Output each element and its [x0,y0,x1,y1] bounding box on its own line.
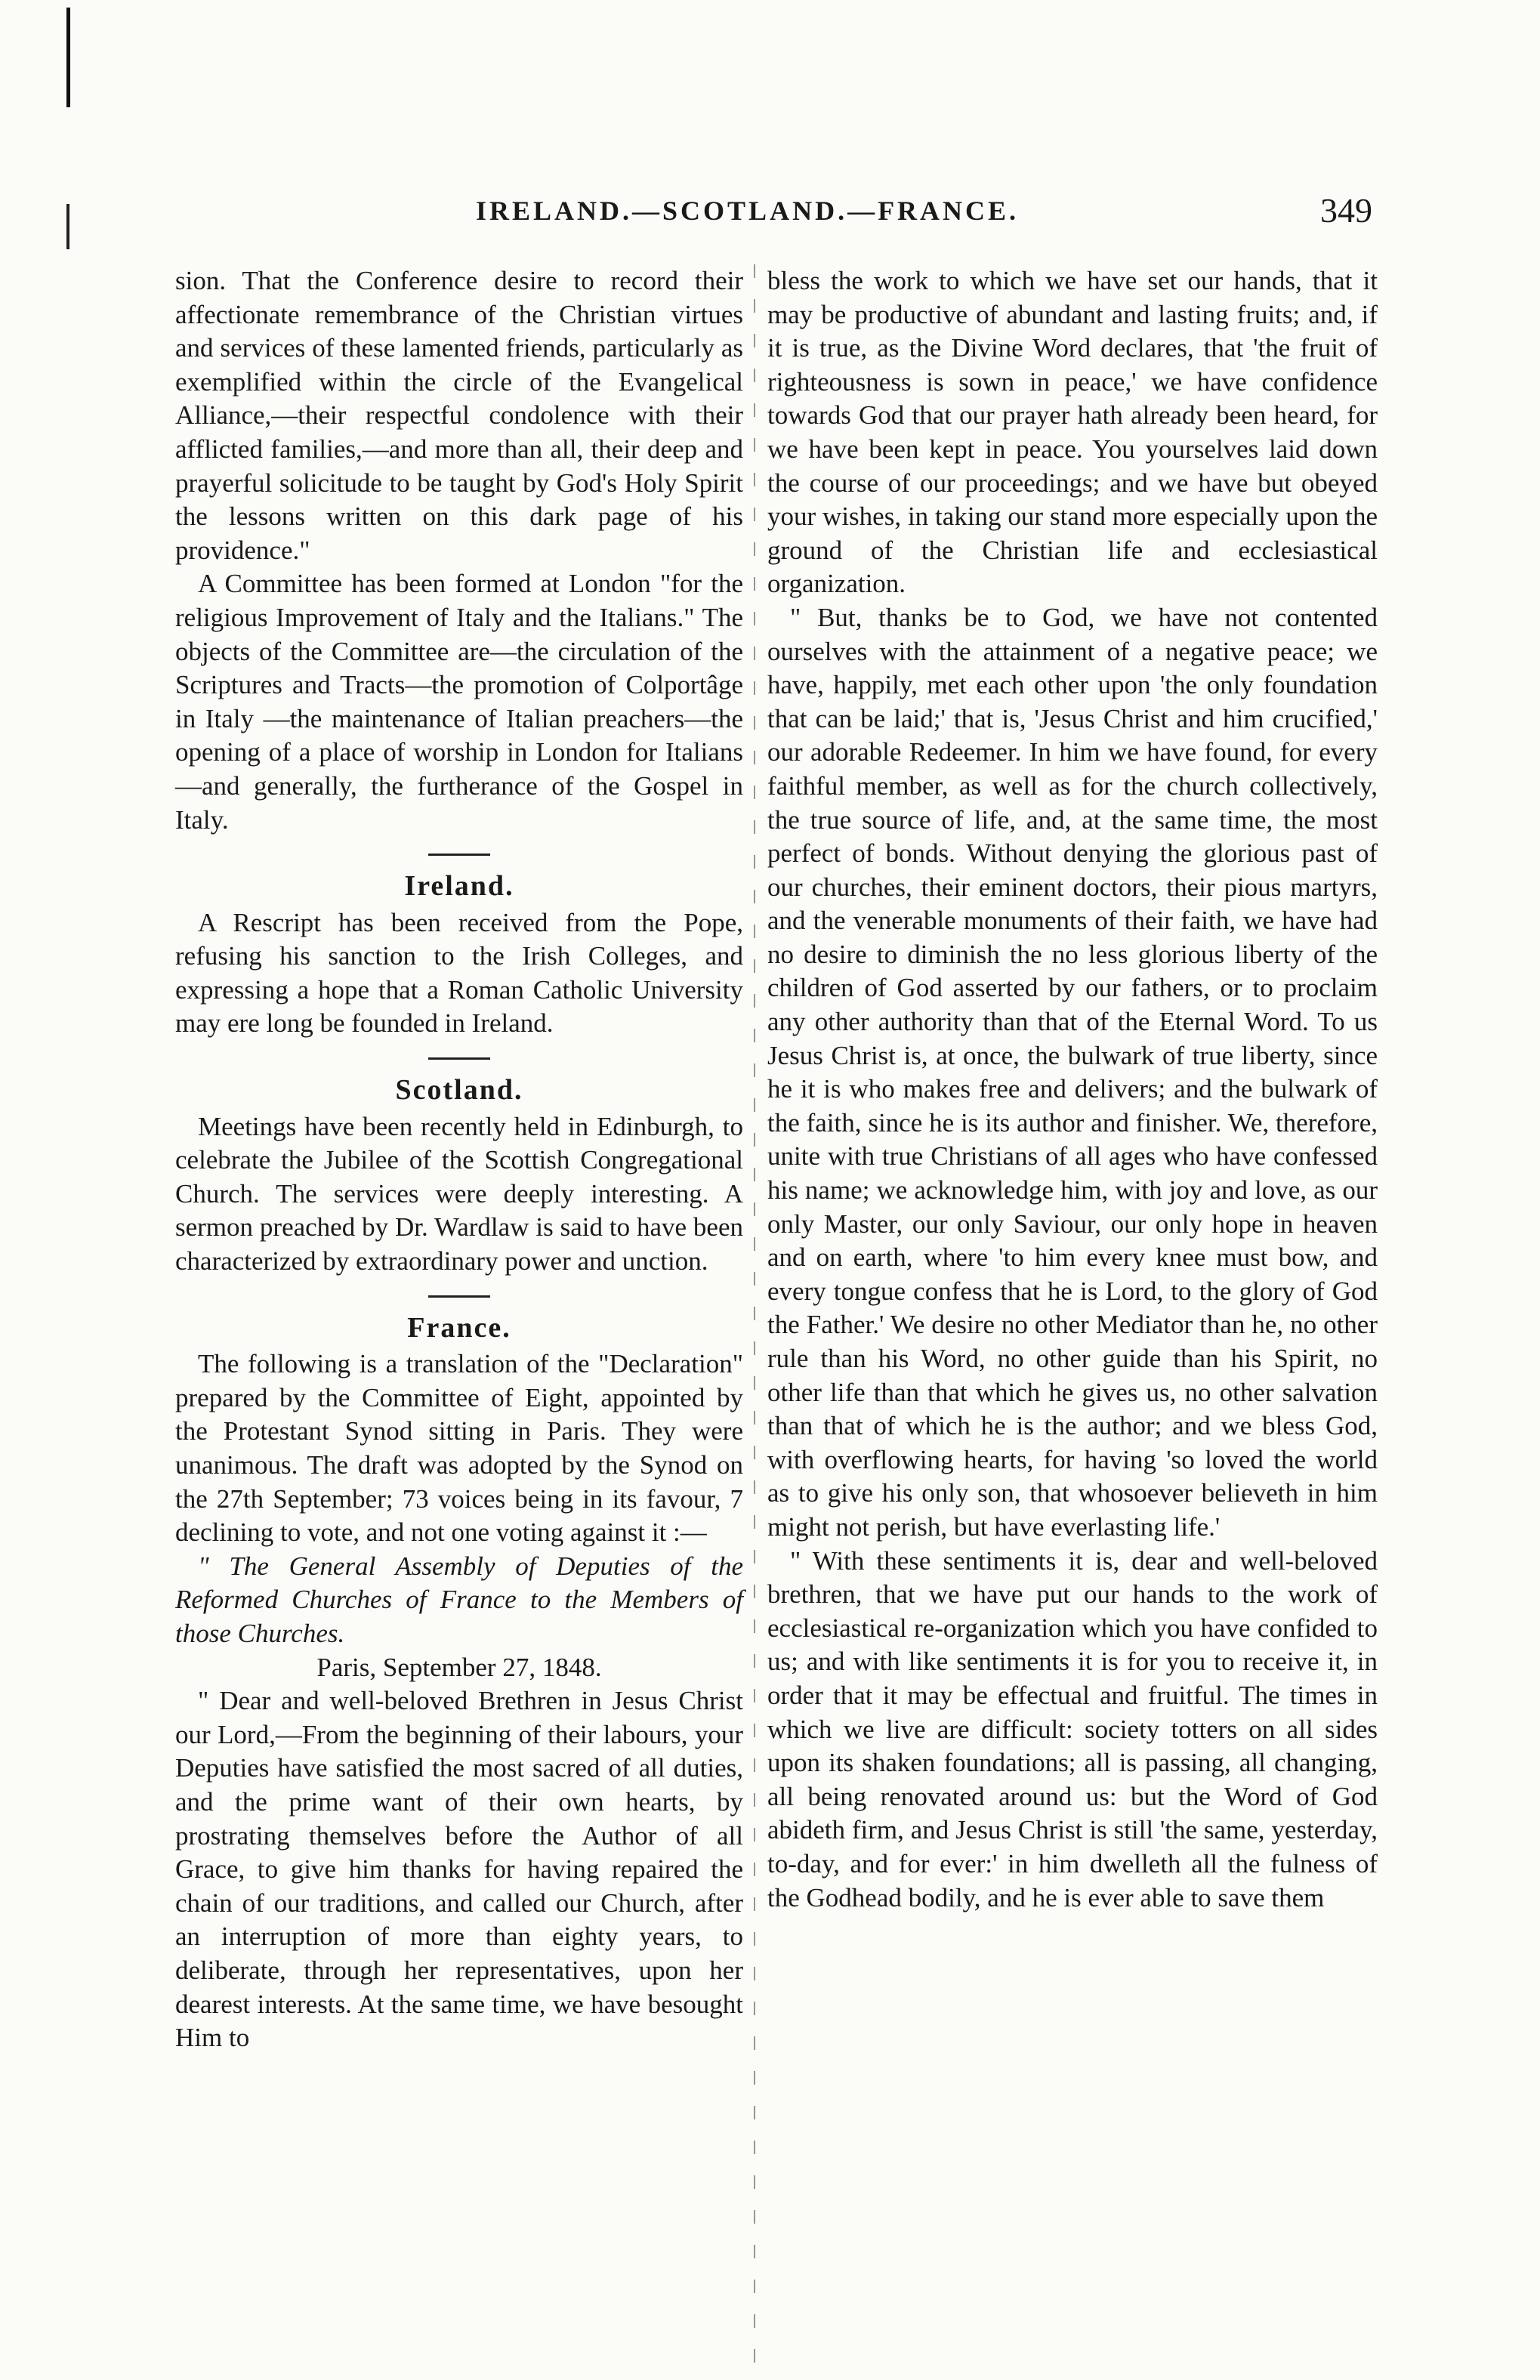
heading-ireland: Ireland. [404,870,514,903]
dateline: Paris, September 27, 1848. [316,1652,602,1682]
section-divider [428,854,490,856]
section-divider [428,1295,490,1298]
paragraph-italy-committee: A Committee has been formed at London "for the religious Improvement of Italy and the Italians." The objects of the Committee are—the circulation of the Scriptures and Tracts—the promotion of Colportâge in Italy —the maintenance of Italian preachers—the opening of a place of worship in London for Italians—and generally, the furtherance of the Gospel in Italy. [175,569,743,835]
heading-france: France. [407,1311,511,1344]
paragraph-ireland: A Rescript has been received from the Pope, refusing his sanction to the Irish Colleges, and expressing a hope that a Roman Catholic University may ere long be founded in Ireland. [175,907,743,1039]
page-header [0,191,1540,240]
paragraph-letter-peace: " But, thanks be to God, we have not contented ourselves with the attainment of a negative peace; we have, happily, met each other upon 'the only foundation that can be laid;' that is, 'Jesus Christ and him crucified,' our adorable Redeemer. In him we have found, for every faithful member, as well as for the church collectively, the true source of life, and, at the same time, the most perfect of bonds. Without denying the glorious past of our churches, their eminent doctors, their pious martyrs, and the venerable monuments of their faith, we have had no desire to diminish the no less glorious liberty of the children of God asserted by our fathers, or to proclaim any other authority than that of the Eternal Word. To us Jesus Christ is, at once, the bulwark of true liberty, since he it is who makes free and delivers; and the bulwark of the faith, since he is its author and finisher. We, therefore, unite with true Christians of all ages who have confessed his name; we acknowledge him, with joy and love, as our only Master, our only Saviour, our only hope in heaven and on earth, where 'to him every knee must bow, and every tongue confess that he is Lord, to the glory of God the Father.' We desire no other Mediator than he, no other rule than his Word, no other guide than his Spirit, no other life than that which he gives us, no other salvation than that of which he is the author; and we bless God, with overflowing hearts, for having 'so loved the world as to give his only son, that whosoever believeth in him might not perish, but have everlasting life.' [767,602,1378,1542]
paragraph-letter-sentiments: " With these sentiments it is, dear and well-beloved brethren, that we have put our hands to the work of ecclesiastical re-organization which you have confided to us; and with like sentiments it is for you to receive it, in order that it may be effectual and fruitful. The times in which we live are difficult: society totters on all sides upon its shaken foundations; all is passing, all changing, all being renovated around us: but the Word of God abideth firm, and Jesus Christ is still 'the same, yesterday, to-day, and for ever:' in him dwelleth all the fulness of the Godhead bodily, and he is ever able to save them [767,1545,1378,1912]
page-number: 349 [1320,191,1372,230]
paragraph-letter-continuation: bless the work to which we have set our hands, that it may be productive of abundant and lasting fruits; and, if it is true, as the Divine Word declares, that 'the fruit of righteousness is sown in peace,' we have confidence towards God that our prayer hath already been heard, for we have been kept in peace. You yourselves laid down the course of our proceedings; and we have but obeyed your wishes, in taking our stand more especially upon the ground of the Christian life and ecclesiastical organization. [767,266,1378,599]
paragraph-conference: sion. That the Conference desire to record their affectionate remembrance of the Christian virtues and services of these lamented friends, particularly as exemplified within the circle of the Evangelical Alliance,—their respectful condolence with their afflicted families,—and more than all, their deep and prayerful solicitude to be taught by God's Holy Spirit the lessons written on this dark page of his providence." [175,266,743,565]
address-line: " The General Assembly of Deputies of the Reformed Churches of France to the Members of those Churches. [175,1551,743,1648]
column-gutter [754,264,755,2364]
binding-edge-line [66,8,70,107]
right-column [767,264,1378,1915]
paragraph-letter-opening: " Dear and well-beloved Brethren in Jesus Christ our Lord,—From the beginning of their labours, your Deputies have satisfied the most sacred of all duties, and the prime want of their own hearts, by prostrating themselves before the Author of all Grace, to give him thanks for having repaired the chain of our traditions, and called our Church, after an interruption of more than eighty years, to deliberate, through her representatives, upon her dearest interests. At the same time, we have besought Him to [175,1686,743,2053]
heading-scotland: Scotland. [395,1074,523,1107]
paragraph-france: The following is a translation of the "Declaration" prepared by the Committee of Eight, appointed by the Protestant Synod sitting in Paris. They were unanimous. The draft was adopted by the Synod on the 27th September; 73 voices being in its favour, 7 declining to vote, and not one voting against it :— [175,1349,743,1548]
section-divider [428,1057,490,1060]
running-head: IRELAND.—SCOTLAND.—FRANCE. [476,196,1020,226]
paragraph-scotland: Meetings have been recently held in Edinburgh, to celebrate the Jubilee of the Scottish Congregational Church. The services were deeply interesting. A sermon preached by Dr. Wardlaw is said to have been characterized by extraordinary power and unction. [175,1111,743,1276]
left-column [175,264,743,2055]
